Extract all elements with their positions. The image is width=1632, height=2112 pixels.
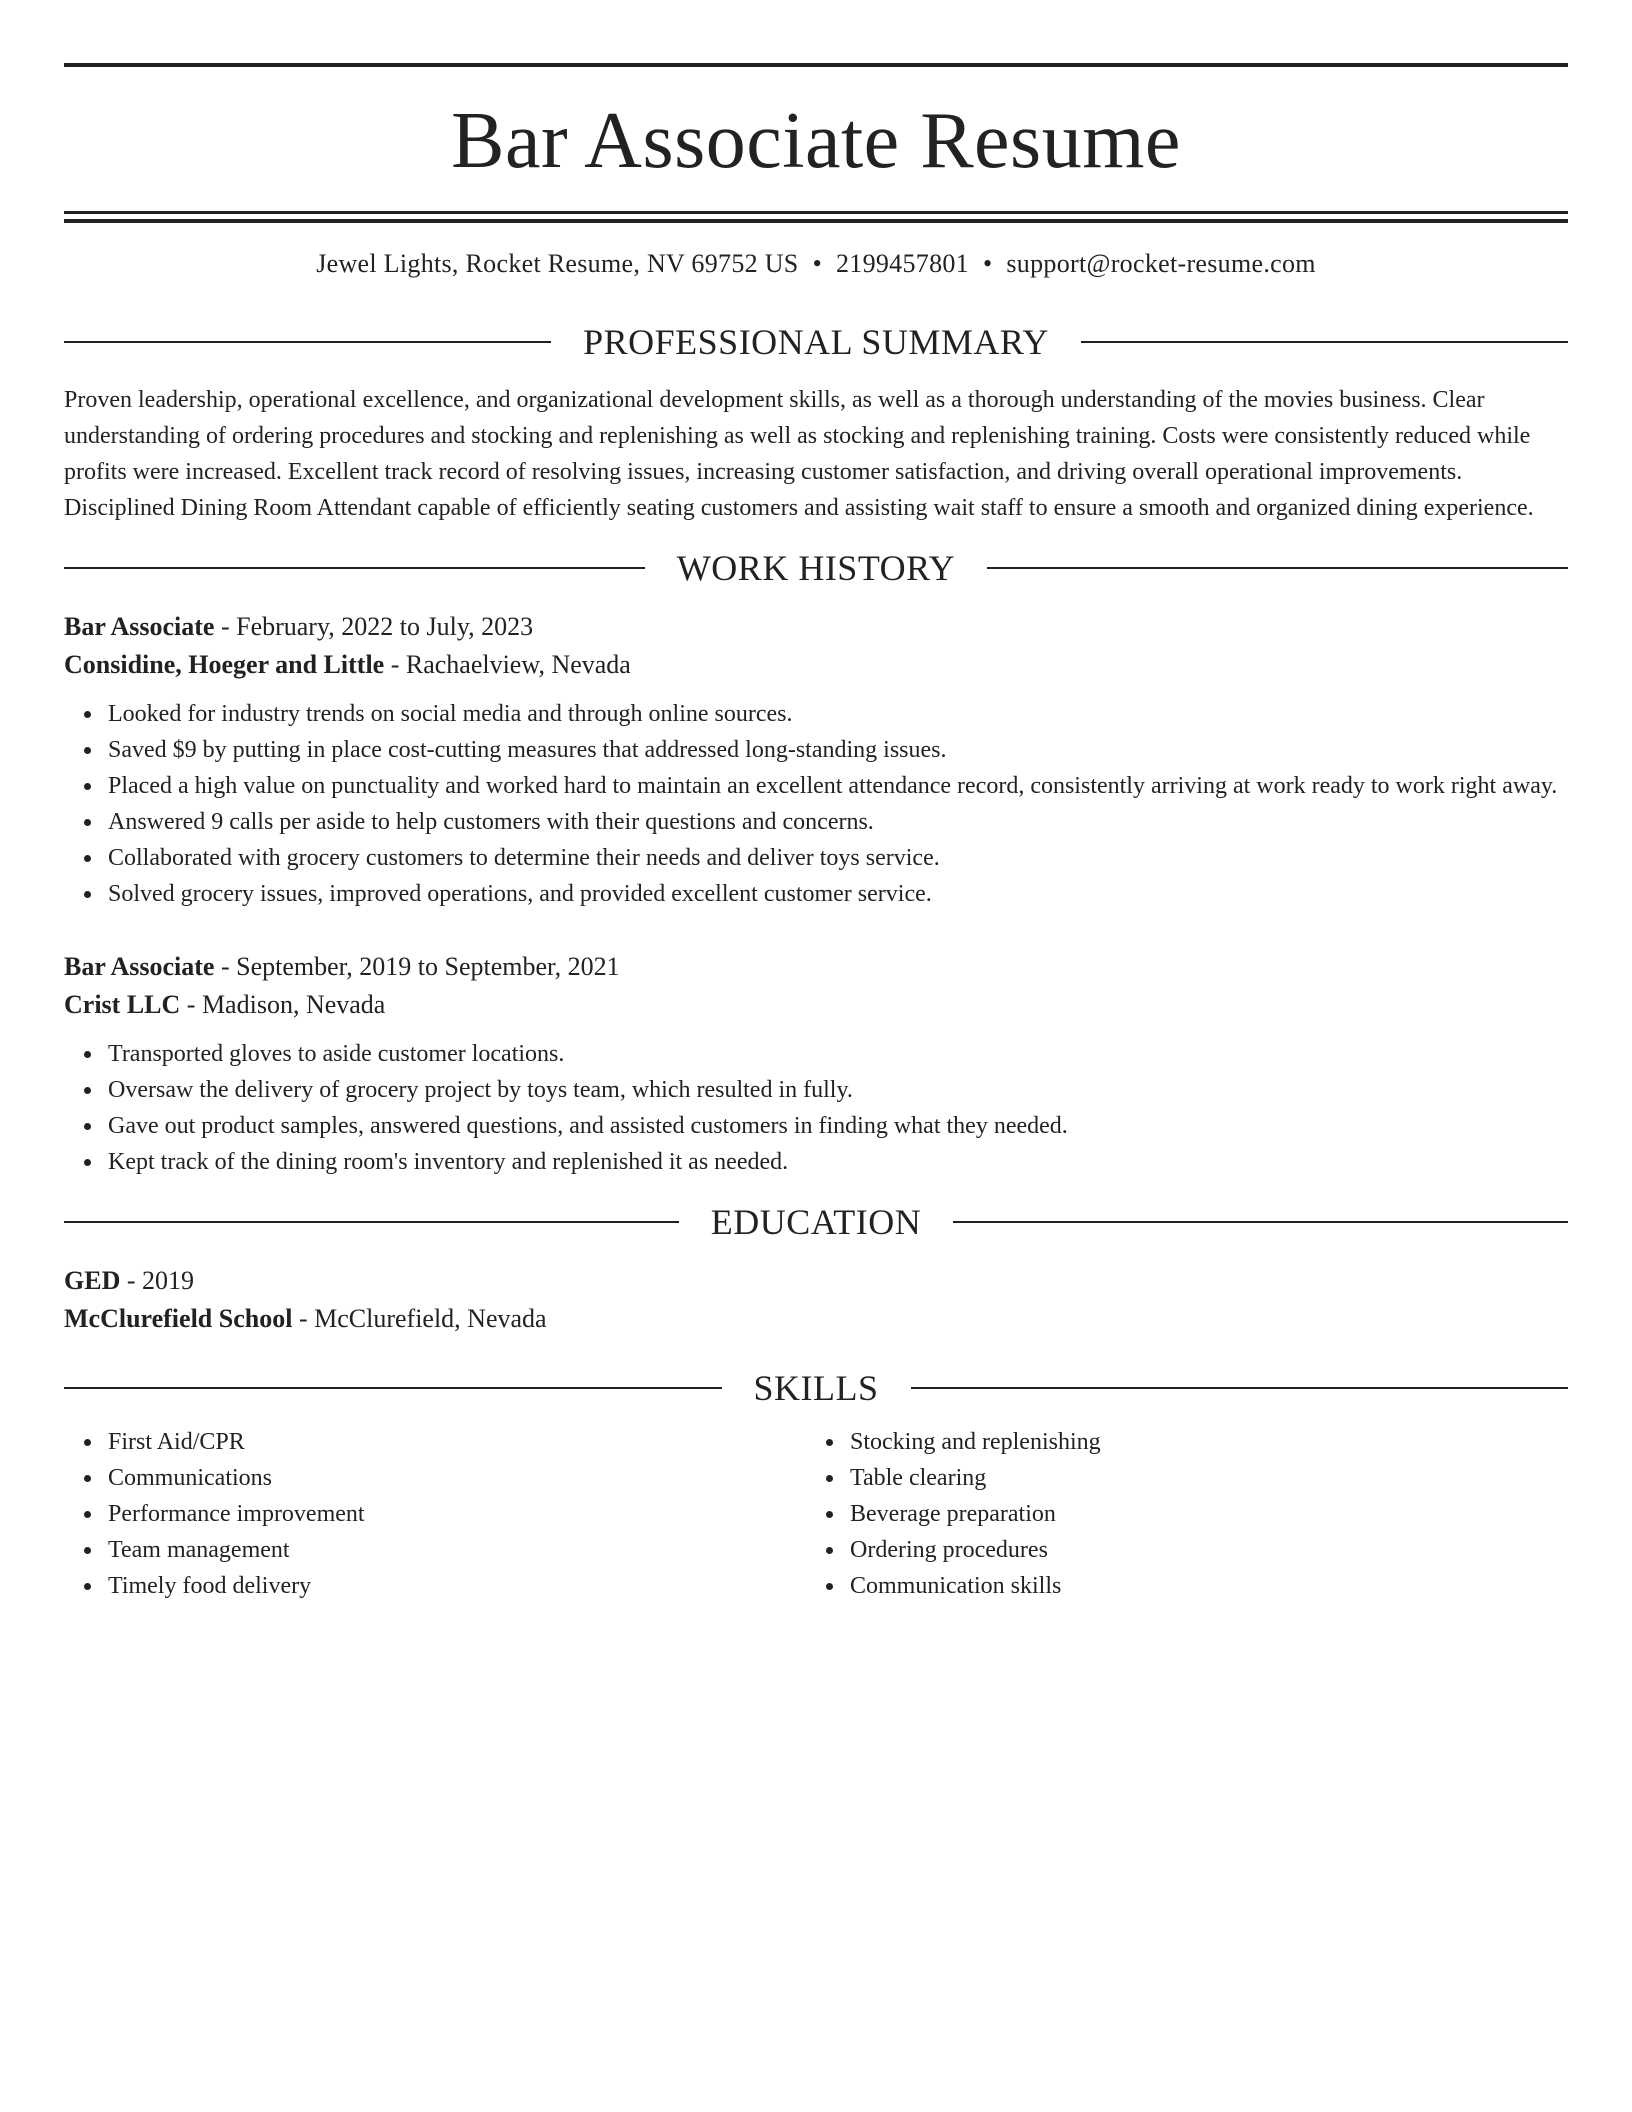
section-heading-summary	[64, 320, 1568, 364]
heading-rule-left	[64, 341, 551, 343]
job-company: Considine, Hoeger and Little	[64, 650, 385, 679]
section-heading-education	[64, 1200, 1568, 1244]
job-title: Bar Associate	[64, 952, 215, 981]
job-company-line	[64, 986, 1568, 1024]
education-degree: GED	[64, 1266, 121, 1295]
skills-list-left	[64, 1424, 806, 1604]
heading-rule-left	[64, 567, 645, 569]
contact-separator: •	[812, 249, 822, 278]
skills-list-right	[806, 1424, 1548, 1604]
job-company: Crist LLC	[64, 990, 181, 1019]
contact-email: support@rocket-resume.com	[1006, 249, 1316, 278]
list-item: Gave out product samples, answered questions, and assisted customers in finding what they needed.	[108, 1108, 1568, 1144]
job-entry	[64, 608, 1568, 912]
header-top-rule	[64, 63, 1568, 67]
education-entry	[64, 1262, 1568, 1338]
skill-item: Beverage preparation	[850, 1496, 1548, 1532]
contact-separator: •	[982, 249, 993, 278]
education-school: McClurefield School	[64, 1304, 293, 1333]
skill-item: Table clearing	[850, 1460, 1548, 1496]
job-duties-list	[64, 1036, 1568, 1180]
job-title-line	[64, 948, 1568, 986]
contact-phone: 2199457801	[835, 249, 969, 278]
job-entry	[64, 948, 1568, 1180]
skill-item: Stocking and replenishing	[850, 1424, 1548, 1460]
job-duties-list	[64, 696, 1568, 912]
job-title: Bar Associate	[64, 612, 215, 641]
heading-rule-right	[987, 567, 1568, 569]
section-title: SKILLS	[753, 1368, 879, 1408]
list-item: Placed a high value on punctuality and worked hard to maintain an excellent attendance record, consistently arriving at work ready to work right away.	[108, 768, 1568, 804]
heading-rule-right	[911, 1387, 1569, 1389]
section-title: PROFESSIONAL SUMMARY	[583, 322, 1049, 362]
job-location: - Madison, Nevada	[180, 990, 386, 1019]
list-item: Kept track of the dining room's inventory and replenished it as needed.	[108, 1144, 1568, 1180]
job-company-line	[64, 646, 1568, 684]
job-location: - Rachaelview, Nevada	[384, 650, 631, 679]
heading-rule-right	[953, 1221, 1568, 1223]
skill-item: First Aid/CPR	[108, 1424, 806, 1460]
heading-rule-left	[64, 1221, 679, 1223]
section-title: EDUCATION	[710, 1202, 922, 1242]
education-location: - McClurefield, Nevada	[292, 1304, 547, 1333]
list-item: Solved grocery issues, improved operations, and provided excellent customer service.	[108, 876, 1568, 912]
list-item: Oversaw the delivery of grocery project by toys team, which resulted in fully.	[108, 1072, 1568, 1108]
contact-line	[64, 248, 1568, 280]
education-school-line	[64, 1300, 1568, 1338]
heading-rule-right	[1081, 341, 1568, 343]
list-item: Transported gloves to aside customer locations.	[108, 1036, 1568, 1072]
section-heading-work-history	[64, 546, 1568, 590]
job-dates: - February, 2022 to July, 2023	[214, 612, 534, 641]
header-double-rule	[64, 211, 1568, 214]
skill-item: Communication skills	[850, 1568, 1548, 1604]
skills-grid	[64, 1424, 1568, 1604]
heading-rule-left	[64, 1387, 722, 1389]
list-item: Saved $9 by putting in place cost-cutting measures that addressed long-standing issues.	[108, 732, 1568, 768]
contact-address: Jewel Lights, Rocket Resume, NV 69752 US	[316, 249, 799, 278]
list-item: Collaborated with grocery customers to determine their needs and deliver toys service.	[108, 840, 1568, 876]
resume-title: Bar Associate Resume	[451, 97, 1181, 185]
education-year: - 2019	[120, 1266, 195, 1295]
skill-item: Communications	[108, 1460, 806, 1496]
skill-item: Performance improvement	[108, 1496, 806, 1532]
section-title: WORK HISTORY	[676, 548, 956, 588]
job-title-line	[64, 608, 1568, 646]
section-heading-skills	[64, 1366, 1568, 1410]
job-dates: - September, 2019 to September, 2021	[214, 952, 620, 981]
skill-item: Ordering procedures	[850, 1532, 1548, 1568]
skill-item: Timely food delivery	[108, 1568, 806, 1604]
list-item: Looked for industry trends on social media and through online sources.	[108, 696, 1568, 732]
list-item: Answered 9 calls per aside to help customers with their questions and concerns.	[108, 804, 1568, 840]
education-degree-line	[64, 1262, 1568, 1300]
skill-item: Team management	[108, 1532, 806, 1568]
summary-paragraph: Proven leadership, operational excellence, and organizational development skills, as well as a thorough understanding of the movies business. Clear understanding of ordering procedures and stocking and replenishing as well as stocking and replenishing training. Costs were consistently reduced while profits were increased. Excellent track record of resolving issues, increasing customer satisfaction, and driving overall operational improvements. Disciplined Dining Room Attendant capable of efficiently seating customers and assisting wait staff to ensure a smooth and organized dining experience.	[64, 387, 1534, 521]
